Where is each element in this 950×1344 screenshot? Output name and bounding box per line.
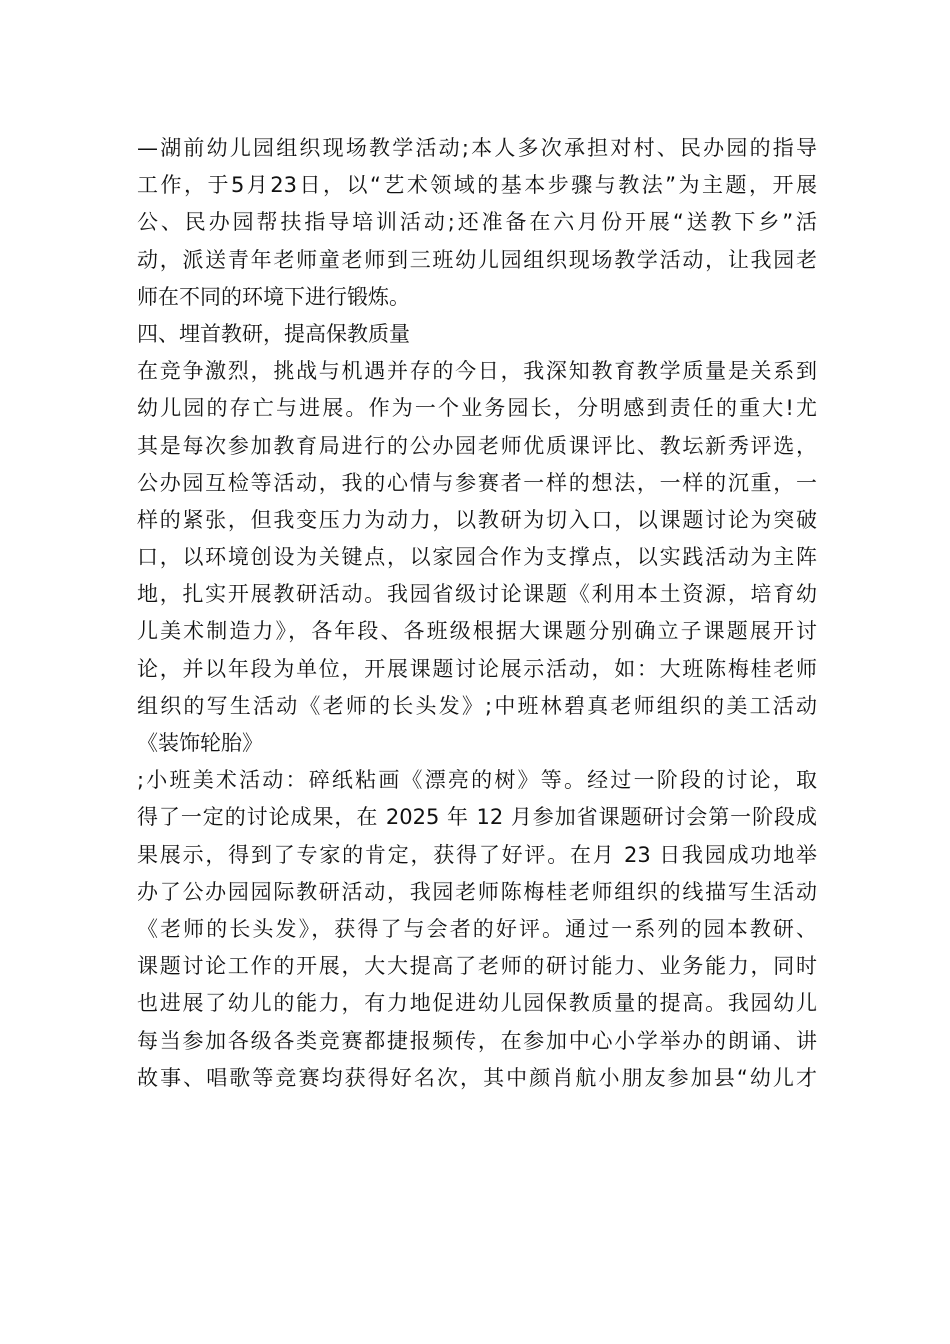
text-line: 《老师的长头发》，获得了与会者的好评。通过一系列的园本教研、 (137, 916, 817, 941)
section-heading: 四、埋首教研，提高保教质量 (137, 321, 410, 346)
text-line: 果展示，得到了专家的肯定，获得了好评。在月 23 日我园成功地举 (137, 842, 817, 867)
text-line: 也进展了幼儿的能力，有力地促进幼儿园保教质量的提高。我园幼儿 (137, 991, 817, 1016)
text-line: 公、民办园帮扶指导培训活动;还准备在六月份开展“送教下乡”活 (137, 210, 817, 235)
text-line: 样的紧张，但我变压力为动力，以教研为切入口，以课题讨论为突破 (137, 507, 817, 532)
text-line: 幼儿园的存亡与进展。作为一个业务园长，分明感到责任的重大!尤 (137, 396, 817, 421)
text-line: 组织的写生活动《老师的长头发》;中班林碧真老师组织的美工活动 (137, 693, 817, 718)
text-line: 动，派送青年老师童老师到三班幼儿园组织现场教学活动，让我园老 (137, 247, 817, 272)
text-line: 工作，于5月23日，以“艺术领域的基本步骤与教法”为主题，开展 (137, 173, 817, 198)
text-line: 儿美术制造力》，各年段、各班级根据大课题分别确立子课题展开讨 (137, 619, 817, 644)
text-line: 办了公办园园际教研活动，我园老师陈梅桂老师组织的线描写生活动 (137, 879, 817, 904)
text-line: 地，扎实开展教研活动。我园省级讨论课题《利用本土资源，培育幼 (137, 582, 817, 607)
text-line: —湖前幼儿园组织现场教学活动;本人多次承担对村、民办园的指导 (137, 136, 817, 160)
document-body (137, 130, 817, 1097)
text-line: 公办园互检等活动，我的心情与参赛者一样的想法，一样的沉重，一 (137, 470, 817, 495)
text-line: 每当参加各级各类竞赛都捷报频传，在参加中心小学举办的朗诵、讲 (137, 1028, 817, 1053)
text-line: 师在不同的环境下进行锻炼。 (137, 284, 410, 309)
text-line: 口，以环境创设为关键点，以家园合作为支撑点，以实践活动为主阵 (137, 545, 817, 570)
text-line: 其是每次参加教育局进行的公办园老师优质课评比、教坛新秀评选， (137, 433, 817, 458)
text-line: 故事、唱歌等竞赛均获得好名次，其中颜肖航小朋友参加县“幼儿才 (137, 1065, 817, 1090)
text-line: 得了一定的讨论成果，在 2025 年 12 月参加省课题研讨会第一阶段成 (137, 805, 817, 830)
text-line: 课题讨论工作的开展，大大提高了老师的研讨能力、业务能力，同时 (137, 954, 817, 979)
text-line: ;小班美术活动：碎纸粘画《漂亮的树》等。经过一阶段的讨论，取 (137, 768, 817, 793)
text-line: 《装饰轮胎》 (137, 731, 263, 755)
text-line: 在竞争激烈，挑战与机遇并存的今日，我深知教育教学质量是关系到 (137, 359, 817, 384)
text-line: 论，并以年段为单位，开展课题讨论展示活动，如：大班陈梅桂老师 (137, 656, 817, 681)
